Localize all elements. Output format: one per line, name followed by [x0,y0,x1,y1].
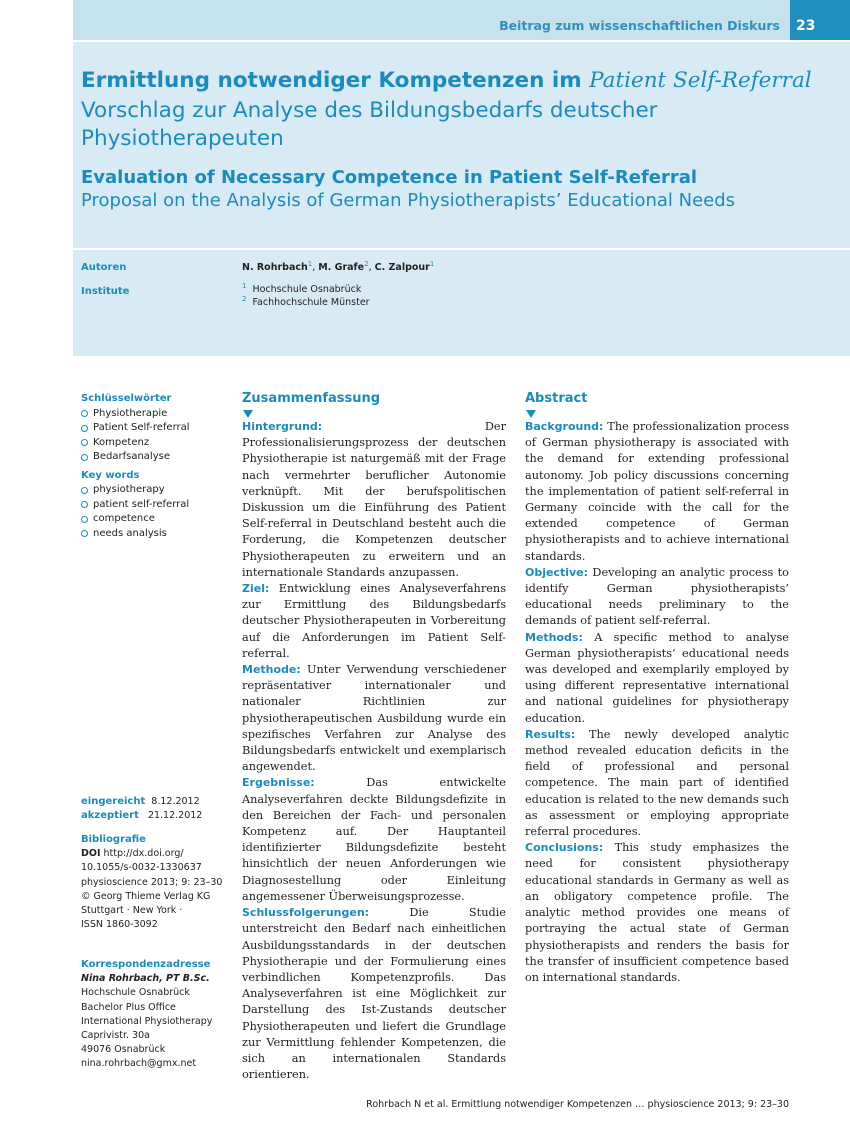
abstract-paragraph [242,905,506,1083]
circle-bullet-icon [81,487,88,494]
dates-block [81,795,231,823]
received-label: eingereicht [81,796,146,807]
address-line: Hochschule Osnabrück [81,987,190,999]
circle-bullet-icon [81,516,88,523]
circle-bullet-icon [81,439,88,446]
received-date: 8.12.2012 [151,796,200,807]
circle-bullet-icon [81,410,88,417]
section-label: Methode: [242,663,301,677]
triangle-down-icon [526,410,536,418]
title-german [81,68,812,93]
section-text: The professionalization process of German physiotherapy is associated with the demand for extending professional autonomy. Job policy discussions concerning the implementation of patient self-referral in Germany coincide with the call for the extended competence of German physiotherapists and to achieve international standards. [525,420,789,563]
section-text: Unter Verwendung verschiedener repräsentativer internationaler und nationaler Richtlinien zur physiotherapeutischen Ausbildung wurde ein spezifisches Verfahren zur Analyse des Bildungsbedarfs entwickelt und exemplarisch angewendet. [242,663,506,774]
circle-bullet-icon [81,425,88,432]
abstract-paragraph [525,565,789,630]
section-label: Hintergrund: [242,420,323,433]
subtitle-english: Proposal on the Analysis of German Physiotherapists’ Educational Needs [81,190,736,211]
title-german-prefix: Ermittlung notwendiger Kompetenzen im [81,68,590,93]
bibliography-block [81,833,236,932]
zusammenfassung-text [242,419,506,1083]
authors-label: Autoren [81,262,127,273]
section-text: Der Professionalisierungsprozess der deutschen Physiotherapie ist naturgemäß mit der Frage nach vermehrter beruflicher Autonomie verknüpft. Mit der berufspolitischen Diskussion um die Einführung des Patient Self-referral in Deutschland besteht auch die Forderung, die Kompetenzen deutscher Physiotherapeuten zu erweitern und an internationale Standards anzupassen. [242,420,506,579]
address-line: 49076 Osnabrück [81,1044,166,1056]
address-line: Caprivistr. 30a [81,1030,150,1042]
triangle-down-icon [243,410,253,418]
keyword-text: Patient Self-referral [93,422,190,433]
page-number: 23 [790,0,850,40]
abstract-paragraph [242,419,506,581]
authors-list [242,259,435,273]
section-label: Schlussfolgerungen: [242,906,370,920]
institutes-label: Institute [81,286,130,297]
keyword-item [81,436,231,451]
correspondence-block [81,958,241,1072]
subtitle-german: Vorschlag zur Analyse des Bildungsbedarfs deutscher Physiotherapeuten [81,98,658,151]
section-text: A specific method to analyse German physiotherapists’ educational needs was developed and exemplarily employed by using different representative international and national guidelines for physiotherapy education. [525,630,789,725]
title-german-italic: Patient Self-Referral [589,68,812,93]
address-line: International Physiotherapy [81,1015,213,1027]
institutes-list [242,281,370,309]
circle-bullet-icon [81,501,88,508]
keyword-text: Physiotherapie [93,407,168,419]
institute-number: 1 [242,281,247,290]
correspondence-label: Korrespondenzadresse [81,959,211,970]
biblio-line: Stuttgart · New York · [81,905,183,917]
section-text: The newly developed analytic method revealed education deficits in the field of professional and personal competence. The main part of identified education is related to the new demands such as assessment or employing appropriate referral procedures. [525,727,789,839]
institute-item [242,281,370,297]
keyword-item [81,483,231,498]
circle-bullet-icon [81,530,88,537]
biblio-line: ISSN 1860-3092 [81,919,158,931]
keyword-item [81,498,231,513]
keywords-de-list [81,407,231,465]
running-head: Beitrag zum wissenschaftlichen Diskurs [499,18,780,33]
abstract-paragraph [242,662,506,775]
keywords-en-list [81,483,231,541]
keyword-text: Bedarfsanalyse [93,451,170,462]
keyword-text: Kompetenz [93,436,150,448]
footer-citation: Rohrbach N et al. Ermittlung notwendiger Kompetenzen … physioscience 2013; 9: 23–30 [366,1099,789,1110]
author-affiliation: 2 [364,259,369,268]
abstract-column [525,391,789,986]
keyword-text: physiotherapy [93,484,165,495]
section-label: Results: [525,727,576,741]
abstract-paragraph [242,581,506,662]
accepted-label: akzeptiert [81,810,139,822]
keyword-text: competence [93,513,155,524]
doi-label: DOI [81,848,101,860]
keywords-de-label: Schlüsselwörter [81,393,172,404]
correspondence-name: Nina Rohrbach, PT B.Sc. [81,973,210,985]
title-english: Evaluation of Necessary Competence in Patient Self-Referral [81,167,698,188]
institute-name: Fachhochschule Münster [252,296,370,308]
abstract-paragraph [525,727,789,840]
section-label: Ziel: [242,582,270,596]
section-label: Ergebnisse: [242,776,315,790]
abstract-paragraph [242,775,506,905]
keyword-item [81,512,231,527]
keyword-text: needs analysis [93,527,167,539]
author-affiliation: 1 [429,259,435,268]
author-separator: , [368,262,375,273]
biblio-line: physioscience 2013; 9: 23–30 [81,876,223,888]
author-name: M. Grafe [318,262,365,273]
author-name: C. Zalpour [374,262,430,273]
section-text: Developing an analytic process to identify German physiotherapists’ educational needs preliminary to the demands of patient self-referral. [525,565,789,628]
circle-bullet-icon [81,454,88,461]
author-separator: , [312,262,319,273]
keyword-item [81,527,231,542]
institute-number: 2 [242,294,247,303]
accepted-date: 21.12.2012 [147,810,203,822]
author-affiliation: 1 [307,259,313,268]
biblio-line: © Georg Thieme Verlag KG [81,890,211,902]
keyword-item [81,407,231,422]
section-label: Background: [525,420,604,433]
institute-item [242,294,370,310]
keywords-en-label: Key words [81,469,140,481]
zusammenfassung-column [242,391,506,1083]
doi-line-2[interactable]: 10.1055/s-0032-1330637 [81,862,202,874]
abstract-paragraph [525,840,789,986]
doi-line-1[interactable]: http://dx.doi.org/ [103,848,184,860]
section-text: Das entwickelte Analyseverfahren deckte Bildungsdefizite in den Bereichen der Fach- und personalen Kompetenz auf. Der Hauptanteil identifizierter Bildungsdefizite besteht hinsichtlich der neuen Anforderungen wie Diagnosestellung oder Einleitung angemessener Überweisungsprozesse. [242,776,506,903]
keyword-item [81,450,231,465]
keyword-item [81,421,231,436]
section-label: Conclusions: [525,841,604,855]
email-link[interactable]: nina.rohrbach@gmx.net [81,1058,197,1070]
sidebar [81,392,231,541]
abstract-paragraph [525,630,789,727]
address-line: Bachelor Plus Office [81,1001,176,1013]
abstract-paragraph [525,419,789,565]
section-label: Objective: [525,565,589,579]
section-text: Entwicklung eines Analyseverfahrens zur Ermittlung des Bildungsbedarfs deutscher Physiotherapeuten in Vorbereitung auf die Anforderungen im Patient Self-referral. [242,582,506,660]
author-name: N. Rohrbach [242,262,308,273]
section-label: Methods: [525,630,583,644]
bibliography-label: Bibliografie [81,834,146,845]
keyword-text: patient self-referral [93,498,190,510]
abstract-text [525,419,789,986]
meta-block [73,250,850,356]
section-text: This study emphasizes the need for consistent physiotherapy educational standards in Germany as well as an obligatory competence profile. The analytic method provides one means of portraying the actual state of German physiotherapists and renders the basis for the transfer of insufficient competence based on international standards. [525,841,789,984]
institute-name: Hochschule Osnabrück [252,284,362,295]
section-text: Die Studie unterstreicht den Bedarf nach einheitlichen Ausbildungsstandards in der deutschen Physiotherapie und der Formulierung eines verbindlichen Kompetenzprofils. Das Analyseverfahren ist eine Möglichkeit zur Darstellung des Ist-Zustands deutscher Physiotherapeuten und liefert die Grundlage zur Vermittlung fehlender Kompetenzen, die sich an internationalen Standards orientieren. [242,906,506,1082]
abstract-heading: Abstract [525,391,588,406]
zusammenfassung-heading: Zusammenfassung [242,391,381,406]
